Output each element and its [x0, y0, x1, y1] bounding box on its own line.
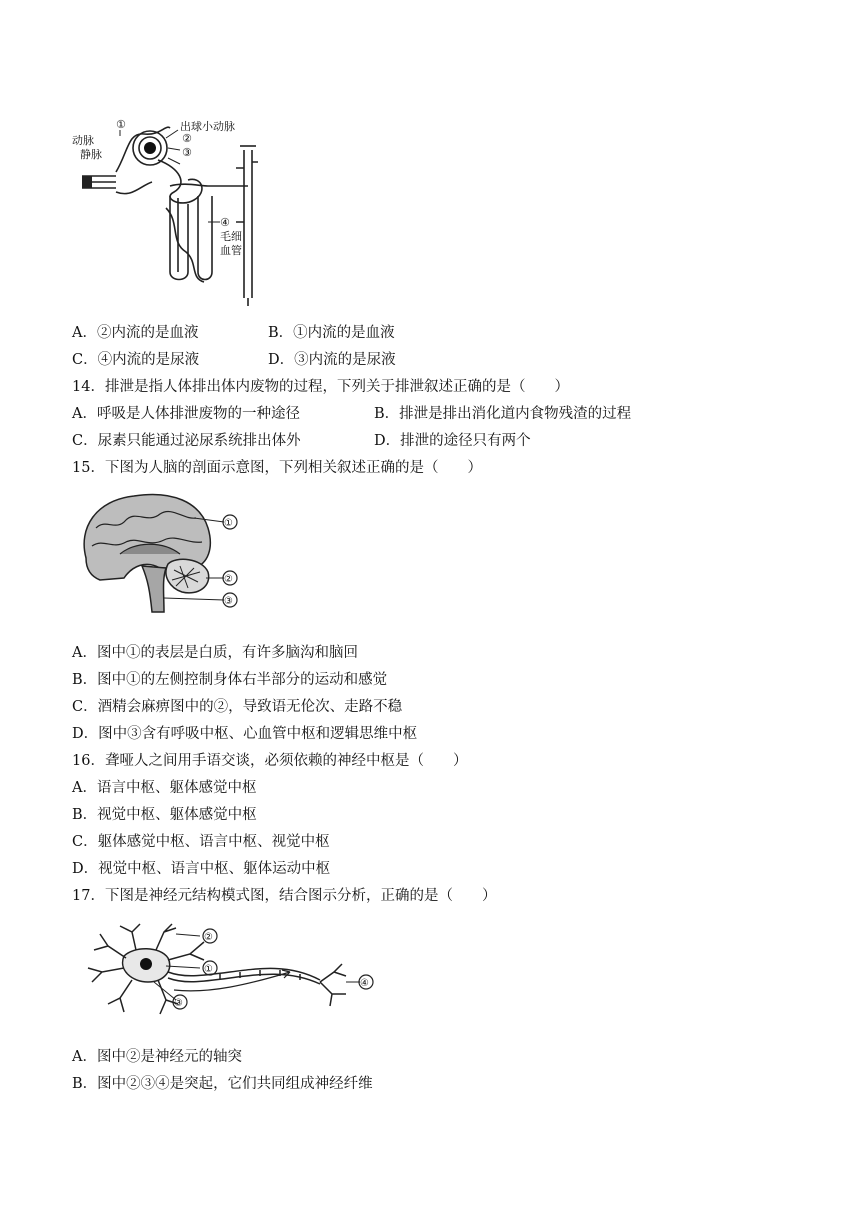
- q17-stem: 17．下图是神经元结构模式图，结合图示分析，正确的是（ ）: [72, 888, 497, 904]
- brain-label-2: ②: [224, 574, 233, 585]
- q17-option-b: B．图中②③④是突起，它们共同组成神经纤维: [72, 1076, 373, 1092]
- q13-option-d: D．③内流的是尿液: [268, 352, 396, 368]
- neuron-label-4: ④: [360, 978, 369, 989]
- q15-option-c: C．酒精会麻痹图中的②，导致语无伦次、走路不稳: [72, 699, 403, 715]
- brain-label-3: ③: [224, 596, 233, 607]
- q13-option-a: A．②内流的是血液: [72, 325, 199, 341]
- q15-option-d: D．图中③含有呼吸中枢、心血管中枢和逻辑思维中枢: [72, 726, 418, 742]
- neuron-label-1: ①: [204, 964, 213, 975]
- nephron-figure: [70, 112, 270, 308]
- brain-figure: [76, 488, 246, 616]
- neuron-label-2: ②: [204, 932, 213, 943]
- neuron-diagram: [80, 920, 380, 1022]
- q16-option-c: C．躯体感觉中枢、语言中枢、视觉中枢: [72, 834, 330, 850]
- q17-option-a: A．图中②是神经元的轴突: [72, 1049, 242, 1065]
- label-vein: 静脉: [80, 148, 102, 161]
- q16-option-d: D．视觉中枢、语言中枢、躯体运动中枢: [72, 861, 331, 877]
- label-3: ③: [182, 146, 192, 159]
- q14-stem: 14．排泄是指人体排出体内废物的过程，下列关于排泄叙述正确的是（ ）: [72, 379, 569, 395]
- brain-diagram: [76, 488, 246, 616]
- label-4: ④: [220, 216, 230, 229]
- label-artery: 动脉: [72, 134, 94, 147]
- label-2: ②: [182, 132, 192, 145]
- q15-option-b: B．图中①的左侧控制身体右半部分的运动和感觉: [72, 672, 388, 688]
- label-efferent-arteriole: 出球小动脉: [180, 120, 235, 133]
- q14-option-b: B．排泄是排出消化道内食物残渣的过程: [374, 406, 632, 422]
- q13-option-c: C．④内流的是尿液: [72, 352, 200, 368]
- q14-option-d: D．排泄的途径只有两个: [374, 433, 531, 449]
- q15-option-a: A．图中①的表层是白质，有许多脑沟和脑回: [72, 645, 358, 661]
- q16-option-b: B．视觉中枢、躯体感觉中枢: [72, 807, 257, 823]
- q14-option-a: A．呼吸是人体排泄废物的一种途径: [72, 406, 300, 422]
- label-capillary-2: 血管: [220, 244, 242, 257]
- label-capillary-1: 毛细: [220, 230, 242, 243]
- q16-stem: 16．聋哑人之间用手语交谈，必须依赖的神经中枢是（ ）: [72, 753, 468, 769]
- neuron-figure: [80, 920, 380, 1022]
- q15-stem: 15．下图为人脑的剖面示意图，下列相关叙述正确的是（ ）: [72, 460, 482, 476]
- q13-option-b: B．①内流的是血液: [268, 325, 395, 341]
- nephron-diagram: [70, 112, 270, 308]
- neuron-label-3: ③: [174, 998, 183, 1009]
- brain-label-1: ①: [224, 518, 233, 529]
- q16-option-a: A．语言中枢、躯体感觉中枢: [72, 780, 257, 796]
- q14-option-c: C．尿素只能通过泌尿系统排出体外: [72, 433, 301, 449]
- label-1: ①: [116, 118, 126, 131]
